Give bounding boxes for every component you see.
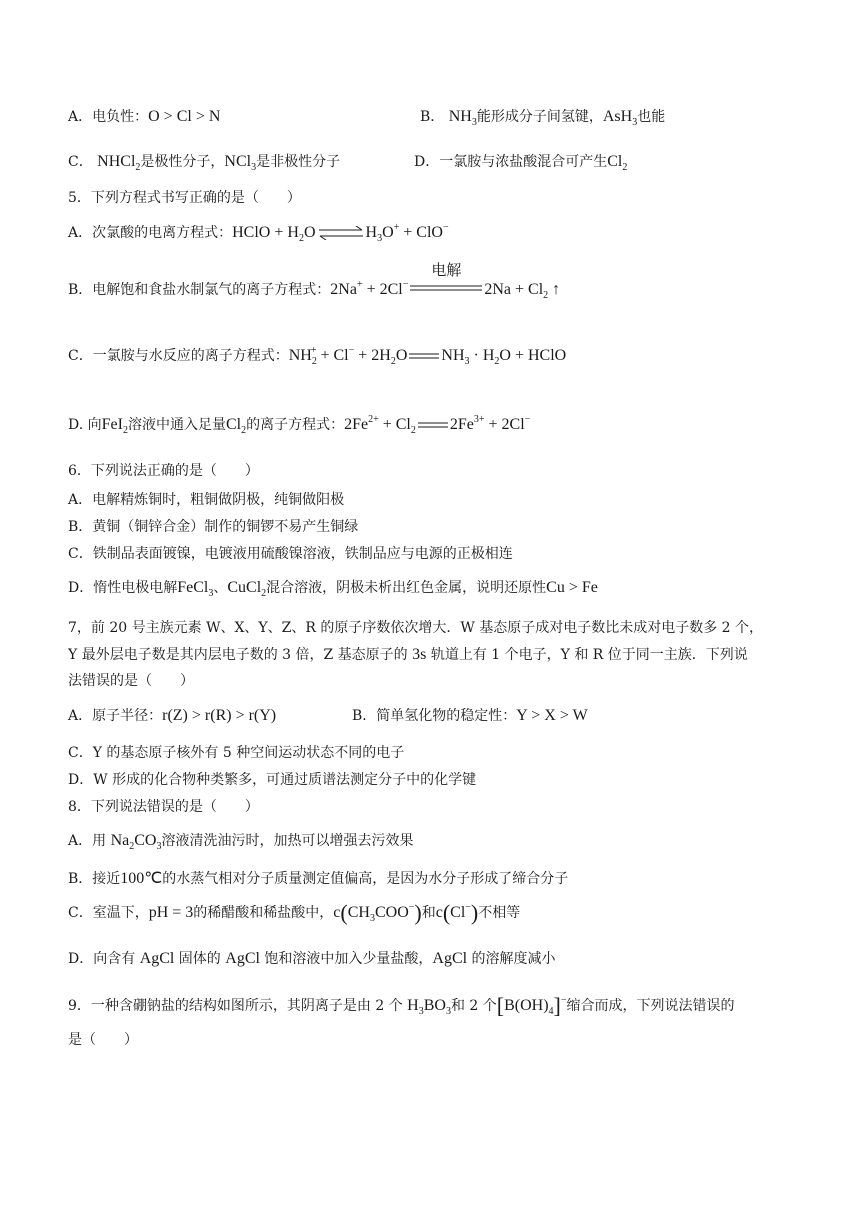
q8-option-c (68, 900, 521, 925)
q4-option-b (420, 107, 665, 127)
q7-option-c: C．Y 的基态原子核外有 5 种空间运动状态不同的电子 (68, 745, 405, 761)
formula: r(Z) > r(R) > r(Y) (162, 707, 277, 724)
option-text: 是非极性分子 (256, 154, 341, 170)
option-label: A．次氯酸的电离方程式： (68, 225, 233, 241)
q6-option-c: C．铁制品表面镀镍，电镀液用硫酸镍溶液，铁制品应与电源的正极相连 (68, 546, 513, 562)
q9-stem-line2: 是（ ） (68, 1032, 138, 1048)
option-text: 的稀醋酸和稀盐酸中， (193, 905, 334, 921)
q4-option-d (414, 152, 627, 172)
option-text: 和 (421, 905, 436, 921)
q6-option-d (68, 578, 598, 598)
electrolysis-sign (410, 261, 482, 300)
formula: $Cl_2$ (225, 416, 247, 436)
option-text: D．一氯胺与浓盐酸混合可产生 (414, 154, 608, 170)
option-text: B．接近 (68, 871, 121, 887)
formula: Y > X > W (516, 707, 588, 724)
q8-option-b (68, 869, 568, 889)
q7-stem-line1: 7，前 20 号主族元素 W、X、Y、Z、R 的原子序数依次增大．W 基态原子成对电子数比未成对电子数多 2 个， (68, 620, 764, 636)
q7-option-d: D．W 形成的化合物种类繁多，可通过质谱法测定分子中的化学键 (68, 772, 477, 788)
formula: AgCl (225, 950, 260, 967)
formula: pH = 3 (148, 904, 194, 921)
q7-stem-line2 (68, 645, 748, 665)
option-text: 溶液中通入足量 (127, 417, 226, 433)
option-text: D．向含有 (68, 951, 140, 967)
q4-option-a (68, 107, 220, 127)
q5-option-c (68, 346, 566, 366)
stem-text: Y 最外层电子数是其内层电子数的 3 倍，Z 基态原子的 (68, 647, 413, 663)
q6-option-a: A．电解精炼铜时，粗铜做阴极，纯铜做阳极 (68, 492, 345, 508)
q8-option-d (68, 949, 556, 969)
option-text: 的离子方程式： (246, 417, 345, 433)
gas-arrow-icon: ↑ (552, 281, 561, 298)
option-label: B．简单氢化物的稳定性： (352, 708, 517, 724)
formula: $NH_3$ (448, 108, 477, 128)
formula: FeI$_2$ (101, 416, 128, 436)
formula: $[B(OH)_4]^-$ (496, 993, 567, 1018)
formula: $Cl_2$ (607, 153, 628, 173)
stem-text: 9．一种含硼钠盐的结构如图所示，其阴离子是由 2 个 (68, 998, 408, 1014)
reversible-arrow-icon (318, 226, 364, 240)
option-text: 饱和溶液中加入少量盐酸， (259, 951, 433, 967)
formula: c(Cl−) (435, 900, 479, 925)
option-text: A．用 (68, 833, 111, 849)
option-text: 溶液清洗油污时，加热可以增强去污效果 (161, 833, 414, 849)
formula: CuCl$_2$ (227, 579, 267, 599)
option-text: 固体的 (174, 951, 226, 967)
reaction-condition: 电解 (431, 261, 462, 280)
q7-stem-line3: 法错误的是（ ） (68, 673, 194, 689)
option-label: C． (68, 154, 98, 170)
formula: NCl$_3$ (224, 153, 257, 173)
q5-option-b (68, 261, 561, 301)
q8-stem: 8．下列说法错误的是（ ） (68, 799, 259, 815)
q6-stem: 6．下列说法正确的是（ ） (68, 463, 259, 479)
temperature: 100℃ (120, 870, 163, 887)
formula: AgCl (432, 950, 468, 967)
q4-option-c (68, 152, 340, 172)
formula: AsH$_3$ (602, 108, 638, 128)
option-label: B． (420, 109, 449, 125)
equation: 2Na+ + 2Cl− 电解 $2Na + Cl_2$ ↑ (330, 261, 561, 301)
option-text: 混合溶液，阴极未析出红色金属，说明还原性 (266, 580, 547, 596)
formula: FeCl$_3$ (177, 579, 214, 599)
option-label: B．电解饱和食盐水制氯气的离子方程式： (68, 282, 331, 298)
option-text: 不相等 (478, 905, 521, 921)
option-text: 能形成分子间氢键， (476, 109, 603, 125)
q6-option-b: B．黄铜（铜锌合金）制作的铜锣不易产生铜绿 (68, 519, 359, 535)
stem-text: 轨道上有 1 个电子，Y 和 R 位于同一主族．下列说 (426, 647, 748, 663)
option-text: 是极性分子， (140, 154, 225, 170)
option-text: 、 (213, 580, 228, 596)
q5-option-a (68, 223, 449, 243)
q5-stem: 5．下列方程式书写正确的是（ ） (68, 190, 301, 206)
stem-text: 和 2 个 (450, 998, 497, 1014)
formula: O > Cl > N (148, 108, 221, 125)
q7-option-a (68, 706, 276, 726)
equals-sign (418, 421, 448, 429)
q9-stem-line1 (68, 993, 735, 1018)
option-label: A．原子半径： (68, 708, 163, 724)
q5-option-d (68, 415, 530, 435)
q7-option-b (352, 706, 588, 726)
option-text: 也能 (637, 109, 666, 125)
formula: $H_3BO_3$ (407, 997, 451, 1017)
option-text: D．惰性电极电解 (68, 580, 178, 596)
option-text: 的溶解度减小 (467, 951, 556, 967)
option-label: D. 向 (68, 417, 102, 433)
option-label: A．电负性： (68, 109, 149, 125)
stem-text: 缩合而成，下列说法错误的 (566, 998, 735, 1014)
equation: $NH_2^+ + Cl^- + 2H_2O$ $NH_3 \cdot H_2O$ + HClO (288, 345, 567, 367)
option-text: C．室温下， (68, 905, 149, 921)
formula: AgCl (139, 950, 175, 967)
q8-option-a (68, 831, 413, 851)
equals-sign (409, 352, 439, 360)
option-text: 的水蒸气相对分子质量测定值偏高，是因为水分子形成了缔合分子 (162, 871, 569, 887)
equation: $2Fe^{2+} + Cl_2$ $2Fe^{3+} + 2Cl^-$ (344, 414, 531, 436)
formula: NHCl$_2$ (97, 153, 141, 173)
formula: Cu > Fe (546, 579, 598, 596)
formula: $c(CH_3COO^-)$ (333, 900, 422, 925)
option-label: C．一氯胺与水反应的离子方程式： (68, 348, 289, 364)
formula: $Na_2CO_3$ (110, 832, 162, 852)
equation: HClO + $H_2O$ $H_3O^+ + ClO^-$ (232, 222, 449, 244)
orbital: 3s (412, 646, 427, 663)
